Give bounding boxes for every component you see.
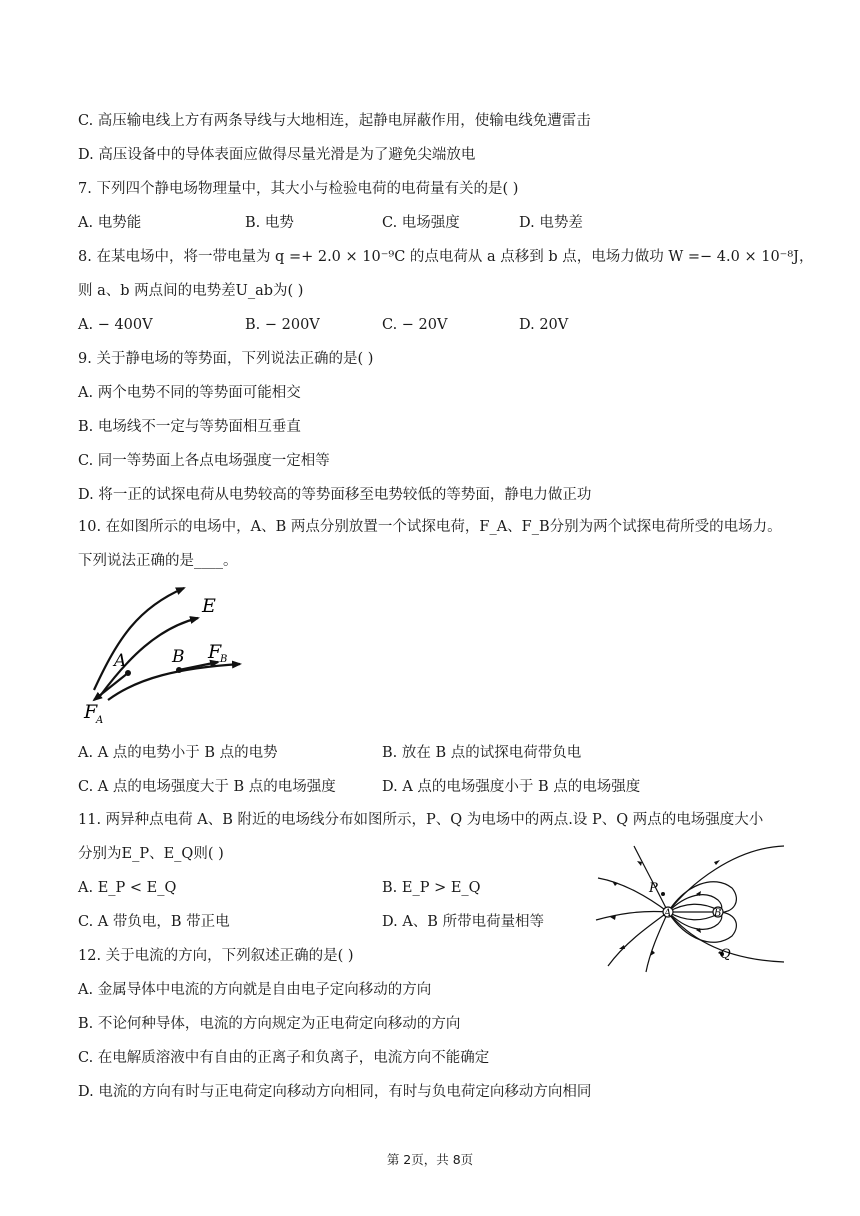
q9-stem: 9. 关于静电场的等势面，下列说法正确的是( ) (78, 351, 374, 367)
q10-option-c: C. A 点的电场强度大于 B 点的电场强度 (78, 779, 336, 795)
q10-field-figure (78, 578, 258, 726)
q6-option-d: D. 高压设备中的导体表面应做得尽量光滑是为了避免尖端放电 (78, 147, 476, 163)
label-fb-sub: B (220, 654, 228, 665)
label-q: Q (720, 947, 731, 962)
field-line-3 (108, 664, 240, 700)
q8-option-b: B. − 200V (245, 317, 320, 333)
q11-stem-line2: 分别为E_P、E_Q则( ) (78, 846, 224, 862)
q12-option-c: C. 在电解质溶液中有自由的正离子和负离子，电流方向不能确定 (78, 1050, 490, 1066)
page-footer: 第 2页，共 8页 (386, 1152, 474, 1167)
q12-stem: 12. 关于电流的方向，下列叙述正确的是( ) (78, 948, 354, 964)
q11-option-a: A. E_P < E_Q (78, 880, 177, 896)
label-fa-sub: A (96, 715, 104, 726)
label-fb: F (208, 641, 222, 663)
point-b (176, 667, 182, 673)
q9-option-a: A. 两个电势不同的等势面可能相交 (78, 385, 301, 401)
q8-option-a: A. − 400V (78, 317, 153, 333)
q10-option-a: A. A 点的电势小于 B 点的电势 (78, 745, 278, 761)
q6-option-c: C. 高压输电线上方有两条导线与大地相连，起静电屏蔽作用，使输电线免遭雷击 (78, 113, 591, 129)
q7-stem: 7. 下列四个静电场物理量中，其大小与检验电荷的电荷量有关的是( ) (78, 181, 519, 197)
label-b: B (714, 908, 722, 919)
q12-option-d: D. 电流的方向有时与正电荷定向移动方向相同，有时与负电荷定向移动方向相同 (78, 1084, 592, 1100)
q9-option-c: C. 同一等势面上各点电场强度一定相等 (78, 453, 330, 469)
q11-option-d: D. A、B 所带电荷量相等 (382, 914, 545, 930)
label-fa: F (84, 701, 98, 723)
q8-option-d: D. 20V (519, 317, 569, 333)
q8-stem-line1: 8. 在某电场中，将一带电量为 q =+ 2.0 × 10⁻⁹C 的点电荷从 a 点移到 b 点，电场力做功 W =− 4.0 × 10⁻⁸J， (78, 249, 814, 265)
q11-stem-line1: 11. 两异种点电荷 A、B 附近的电场线分布如图所示，P、Q 为电场中的两点.设 P、Q 两点的电场强度大小 (78, 812, 764, 828)
q7-option-d: D. 电势差 (519, 215, 583, 231)
label-b: B (172, 647, 185, 667)
label-a: A (664, 908, 672, 919)
q7-option-c: C. 电场强度 (382, 215, 460, 231)
q9-option-b: B. 电场线不一定与等势面相互垂直 (78, 419, 301, 435)
q8-stem-line2: 则 a、b 两点间的电势差U_ab为( ) (78, 283, 304, 299)
q8-option-c: C. − 20V (382, 317, 448, 333)
field-line-1 (94, 588, 184, 690)
label-e: E (202, 595, 216, 617)
q10-stem-line1: 10. 在如图所示的电场中，A、B 两点分别放置一个试探电荷，F_A、F_B分别为两个试探电荷所受的电场力。 (78, 519, 782, 535)
q10-stem-line2: 下列说法正确的是____。 (78, 553, 238, 569)
q7-option-b: B. 电势 (245, 215, 294, 231)
label-p: P (649, 881, 658, 896)
q9-option-d: D. 将一正的试探电荷从电势较高的等势面移至电势较低的等势面，静电力做正功 (78, 487, 592, 503)
q7-option-a: A. 电势能 (78, 215, 142, 231)
q12-option-a: A. 金属导体中电流的方向就是自由电子定向移动的方向 (78, 982, 432, 998)
q12-option-b: B. 不论何种导体，电流的方向规定为正电荷定向移动的方向 (78, 1016, 461, 1032)
q11-dipole-figure (594, 844, 784, 974)
point-p (661, 892, 665, 896)
label-a: A (114, 651, 127, 671)
q10-option-d: D. A 点的电场强度小于 B 点的电场强度 (382, 779, 641, 795)
q11-option-c: C. A 带负电，B 带正电 (78, 914, 230, 930)
q10-option-b: B. 放在 B 点的试探电荷带负电 (382, 745, 582, 761)
q11-option-b: B. E_P > E_Q (382, 880, 481, 896)
